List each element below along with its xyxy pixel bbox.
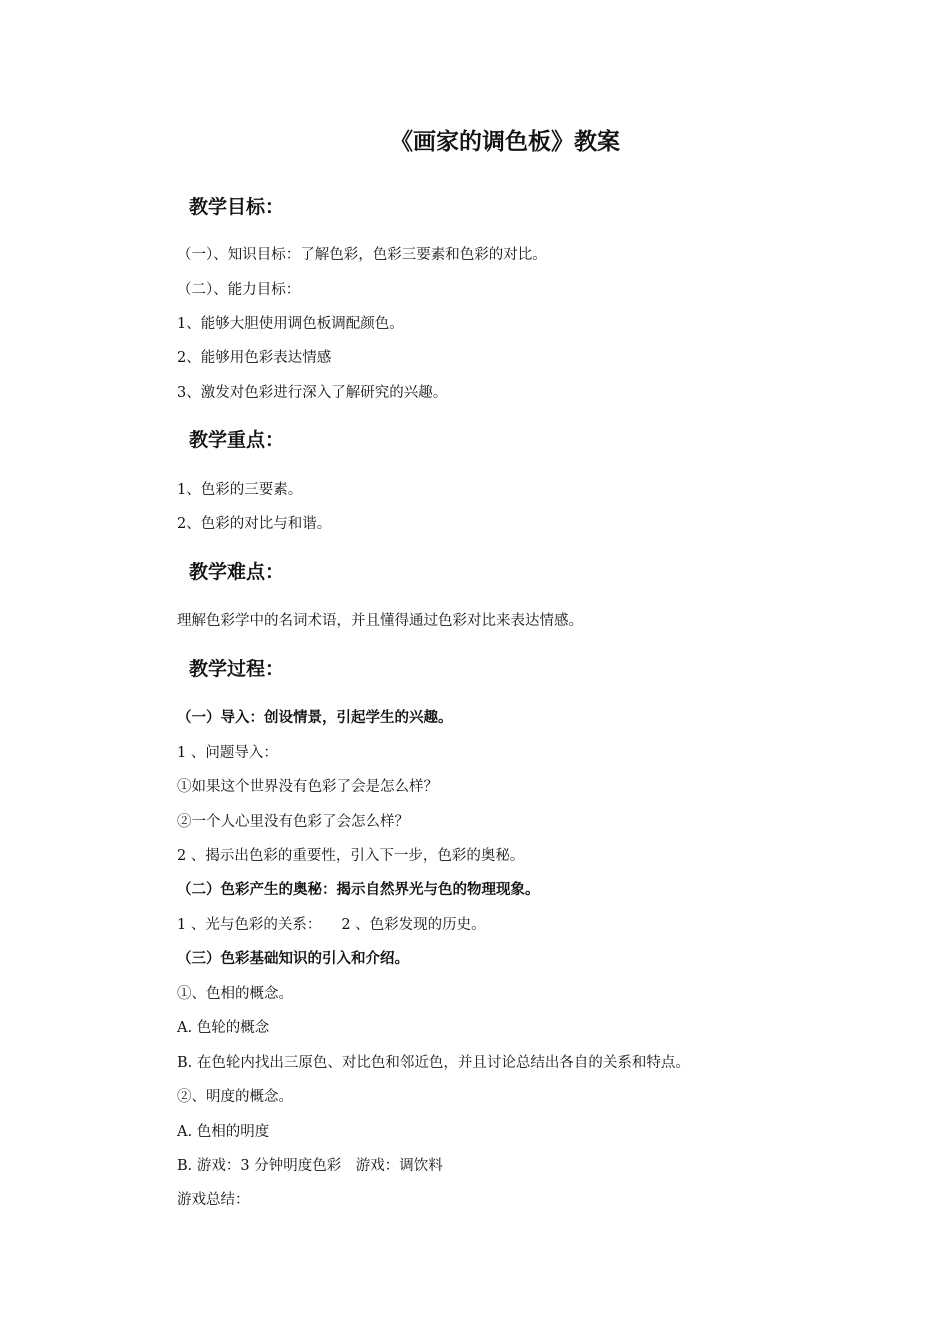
process-part1-line-1: 1 、问题导入： xyxy=(177,745,278,761)
objectives-line-3: 1、能够大胆使用调色板调配颜色。 xyxy=(177,316,404,332)
difficulties-heading: 教学难点： xyxy=(189,561,285,583)
process-part3-line-1: ①、色相的概念。 xyxy=(177,986,293,1002)
document-title: 《画家的调色板》教案 xyxy=(390,129,620,155)
process-part1-line-3: ②一个人心里没有色彩了会怎么样？ xyxy=(177,814,409,830)
process-heading: 教学过程： xyxy=(189,658,285,680)
objectives-line-2: （二）、能力目标： xyxy=(177,282,301,298)
process-part2-heading: （二）色彩产生的奥秘：揭示自然界光与色的物理现象。 xyxy=(177,882,540,898)
process-part2-item-2: 2 、色彩发现的历史。 xyxy=(341,917,486,933)
key-points-line-1: 1、色彩的三要素。 xyxy=(177,482,303,498)
objectives-line-5: 3、激发对色彩进行深入了解研究的兴趣。 xyxy=(177,385,448,401)
process-part3-line-3: B. 在色轮内找出三原色、对比色和邻近色，并且讨论总结出各自的关系和特点。 xyxy=(177,1055,690,1071)
difficulties-line-1: 理解色彩学中的名词术语，并且懂得通过色彩对比来表达情感。 xyxy=(177,613,583,629)
process-part3-line-6: B. 游戏：3 分钟明度色彩 游戏：调饮料 xyxy=(177,1158,443,1174)
process-part3-line-2: A. 色轮的概念 xyxy=(177,1020,270,1036)
objectives-heading: 教学目标： xyxy=(189,196,285,218)
objectives-line-4: 2、能够用色彩表达情感 xyxy=(177,350,332,366)
process-part3-heading: （三）色彩基础知识的引入和介绍。 xyxy=(177,951,409,967)
process-part3-line-7: 游戏总结： xyxy=(177,1192,250,1208)
process-part2-item-1: 1 、光与色彩的关系： xyxy=(177,917,322,933)
objectives-line-1: （一）、知识目标：了解色彩，色彩三要素和色彩的对比。 xyxy=(177,247,547,263)
process-part1-heading: （一）导入：创设情景，引起学生的兴趣。 xyxy=(177,710,453,726)
key-points-heading: 教学重点： xyxy=(189,429,285,451)
process-part3-line-4: ②、明度的概念。 xyxy=(177,1089,293,1105)
process-part3-line-5: A. 色相的明度 xyxy=(177,1124,270,1140)
process-part1-line-4: 2 、揭示出色彩的重要性，引入下一步，色彩的奥秘。 xyxy=(177,848,525,864)
key-points-line-2: 2、色彩的对比与和谐。 xyxy=(177,516,332,532)
process-part1-line-2: ①如果这个世界没有色彩了会是怎么样？ xyxy=(177,779,438,795)
process-part2-line xyxy=(177,913,486,937)
